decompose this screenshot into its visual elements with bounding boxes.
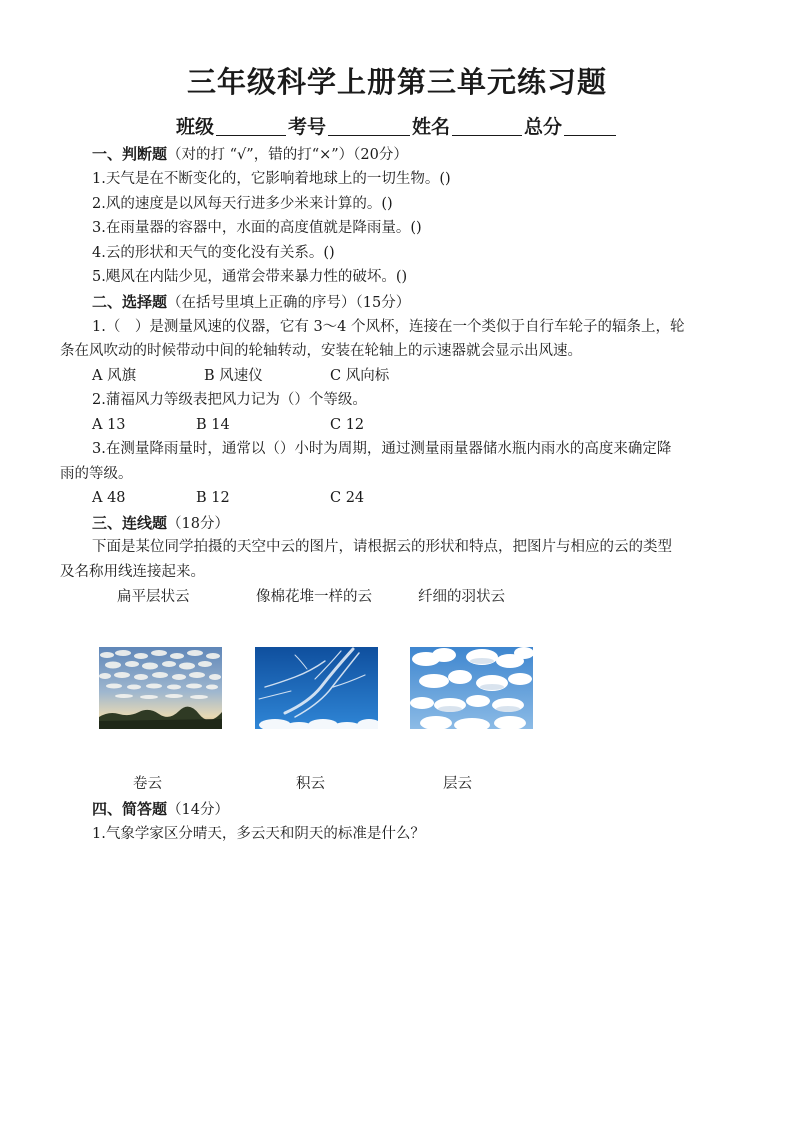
total-label: 总分 (524, 116, 563, 138)
section4-note: （14分） (167, 802, 229, 818)
class-label: 班级 (175, 116, 214, 138)
name-blank (452, 117, 522, 136)
s2-q1-option-c: C 风向标 (330, 368, 390, 384)
section1-heading-line (92, 144, 408, 165)
exam-no-label: 考号 (287, 116, 326, 138)
section4-heading: 四、简答题 (92, 800, 168, 818)
page-title: 三年级科学上册第三单元练习题 (186, 65, 607, 99)
section2-heading: 二、选择题 (92, 293, 168, 311)
s2-q1-line1: 1.（ ）是测量风速的仪器，它有 3～4 个风杯，连接在一个类似于自行车轮子的辐条上，轮 (92, 319, 685, 335)
s2-q2-option-b: B 14 (196, 417, 230, 433)
s2-q3-option-c: C 24 (330, 490, 365, 506)
cloud-name-1: 卷云 (133, 776, 162, 792)
cloud-photo-patchy (99, 647, 222, 729)
s2-q2-option-c: C 12 (330, 417, 365, 433)
s2-q1-option-b: B 风速仪 (204, 368, 263, 384)
s1-item-3: 3.在雨量器的容器中，水面的高度值就是降雨量。() (92, 220, 422, 236)
s1-item-4: 4.云的形状和天气的变化没有关系。() (92, 245, 335, 261)
s2-q2-option-a: A 13 (92, 417, 126, 433)
section3-heading: 三、连线题 (92, 514, 168, 532)
s3-intro-line1: 下面是某位同学拍摄的天空中云的图片，请根据云的形状和特点，把图片与相应的云的类型 (92, 539, 672, 555)
cloud-name-3: 层云 (443, 776, 472, 792)
s2-q1-option-a: A 风旗 (92, 368, 137, 384)
s2-q1-line2: 条在风吹动的时候带动中间的轮轴转动，安装在轮轴上的示速器就会显示出风速。 (60, 343, 582, 359)
s2-q3-line2: 雨的等级。 (60, 466, 133, 482)
cloud-description-2: 像棉花堆一样的云 (256, 589, 372, 605)
section1-note: （对的打 “√”，错的打“×”）（20分） (167, 147, 408, 163)
exam-no-blank (328, 117, 410, 136)
class-blank (216, 117, 286, 136)
cloud-description-3: 纤细的羽状云 (418, 589, 505, 605)
section3-heading-line (92, 513, 229, 534)
s4-q1: 1.气象学家区分晴天，多云天和阴天的标准是什么？ (92, 826, 425, 842)
s1-item-2: 2.风的速度是以风每天行进多少米来计算的。() (92, 196, 393, 212)
section1-heading: 一、判断题 (92, 145, 168, 163)
s2-q2: 2.蒲福风力等级表把风力记为（）个等级。 (92, 392, 367, 408)
cloud-description-1: 扁平层状云 (117, 589, 190, 605)
s2-q3-option-a: A 48 (92, 490, 126, 506)
name-label: 姓名 (412, 116, 451, 138)
section2-heading-line (92, 292, 410, 313)
s2-q3-option-b: B 12 (196, 490, 230, 506)
cloud-photo-wispy (255, 647, 378, 729)
student-info-row (0, 112, 794, 139)
s2-q3-line1: 3.在测量降雨量时，通常以（）小时为周期，通过测量雨量器储水瓶内雨水的高度来确定降 (92, 441, 672, 457)
s1-item-1: 1.天气是在不断变化的，它影响着地球上的一切生物。() (92, 171, 451, 187)
section3-note: （18分） (167, 516, 229, 532)
s3-intro-line2: 及名称用线连接起来。 (60, 564, 205, 580)
section4-heading-line (92, 799, 229, 820)
total-blank (564, 117, 616, 136)
cloud-name-2: 积云 (296, 776, 325, 792)
section2-note: （在括号里填上正确的序号）（15分） (167, 295, 411, 311)
s1-item-5: 5.飓风在内陆少见，通常会带来暴力性的破坏。() (92, 269, 408, 285)
cloud-photo-puffy (410, 647, 533, 729)
